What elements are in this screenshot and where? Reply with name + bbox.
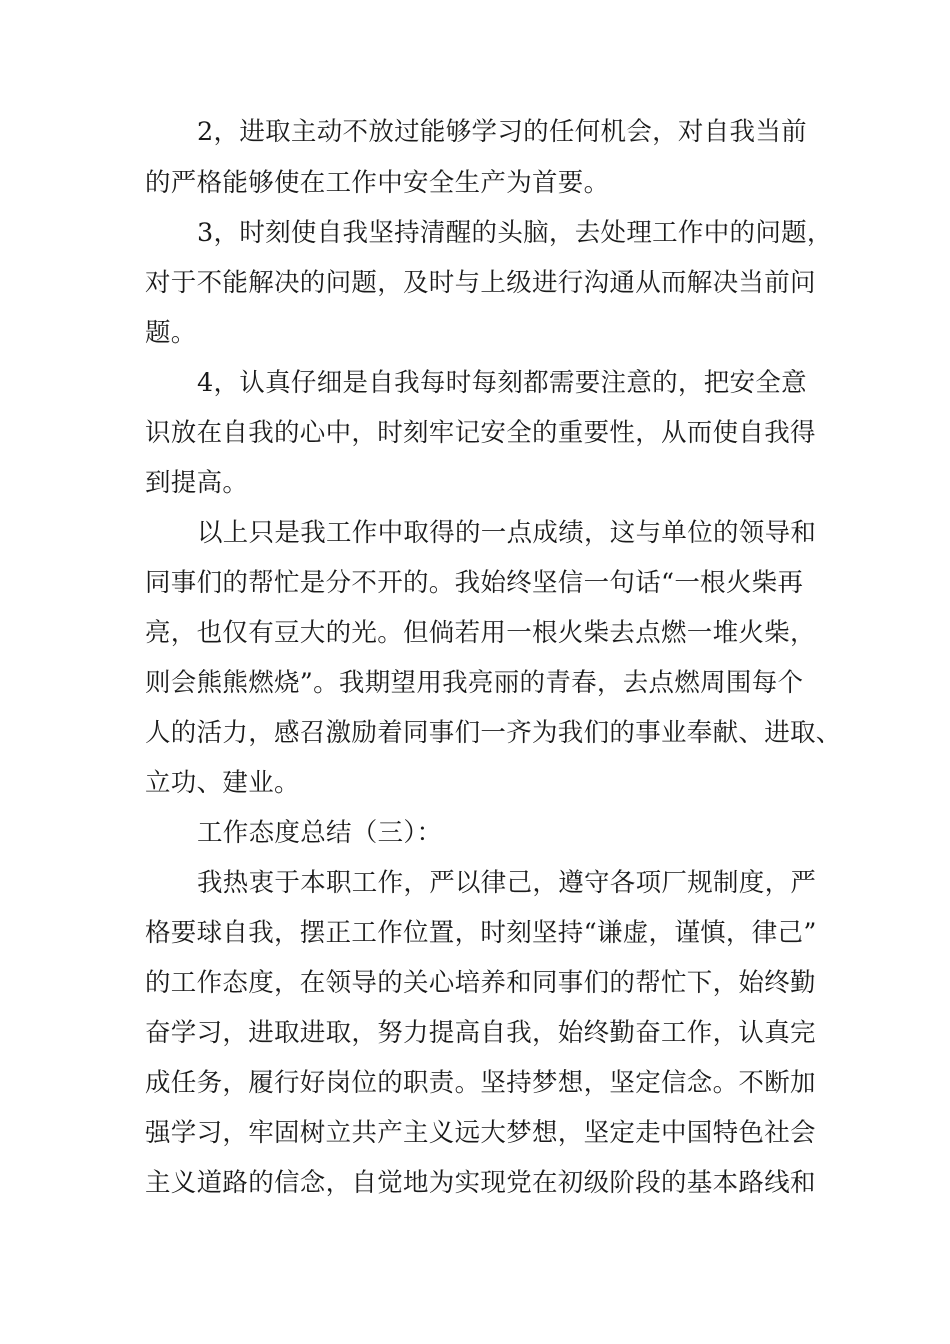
paragraph-attitude-line-1: 我热衷于本职工作，严以律己，遵守各项厂规制度，严 bbox=[197, 868, 817, 898]
paragraph-summary-line-4: 则会熊熊燃烧”。我期望用我亮丽的青春，去点燃周围每个 bbox=[145, 668, 804, 698]
paragraph-summary-line-1: 以上只是我工作中取得的一点成绩，这与单位的领导和 bbox=[197, 518, 817, 548]
paragraph-attitude-line-3: 的工作态度，在领导的关心培养和同事们的帮忙下，始终勤 bbox=[145, 968, 816, 998]
paragraph-summary-line-5: 人的活力，感召激励着同事们一齐为我们的事业奉献、进取、 bbox=[145, 718, 842, 748]
paragraph-item-4-line-2: 识放在自我的心中，时刻牢记安全的重要性，从而使自我得 bbox=[145, 418, 816, 448]
paragraph-attitude-line-7: 主义道路的信念，自觉地为实现党在初级阶段的基本路线和 bbox=[145, 1168, 816, 1198]
paragraph-item-4-line-1: 4，认真仔细是自我每时每刻都需要注意的，把安全意 bbox=[197, 368, 807, 398]
paragraph-item-3-line-1: 3，时刻使自我坚持清醒的头脑，去处理工作中的问题， bbox=[197, 218, 833, 248]
paragraph-attitude-line-4: 奋学习，进取进取，努力提高自我，始终勤奋工作，认真完 bbox=[145, 1018, 816, 1048]
paragraph-attitude-line-2: 格要球自我，摆正工作位置，时刻坚持“谦虚，谨慎，律己” bbox=[145, 918, 817, 948]
paragraph-summary-line-2: 同事们的帮忙是分不开的。我始终坚信一句话“一根火柴再 bbox=[145, 568, 804, 598]
paragraph-item-3-line-3: 题。 bbox=[145, 318, 197, 348]
paragraph-item-2-line-2: 的严格能够使在工作中安全生产为首要。 bbox=[145, 168, 610, 198]
paragraph-attitude-line-5: 成任务，履行好岗位的职责。坚持梦想，坚定信念。不断加 bbox=[145, 1068, 816, 1098]
paragraph-item-4-line-3: 到提高。 bbox=[145, 468, 249, 498]
paragraph-summary-line-3: 亮，也仅有豆大的光。但倘若用一根火柴去点燃一堆火柴， bbox=[145, 618, 816, 648]
paragraph-item-3-line-2: 对于不能解决的问题，及时与上级进行沟通从而解决当前问 bbox=[145, 268, 816, 298]
section-heading: 工作态度总结（三）： bbox=[197, 818, 443, 848]
paragraph-summary-line-6: 立功、建业。 bbox=[145, 768, 300, 798]
paragraph-attitude-line-6: 强学习，牢固树立共产主义远大梦想，坚定走中国特色社会 bbox=[145, 1118, 816, 1148]
paragraph-item-2-line-1: 2，进取主动不放过能够学习的任何机会，对自我当前 bbox=[197, 117, 807, 147]
